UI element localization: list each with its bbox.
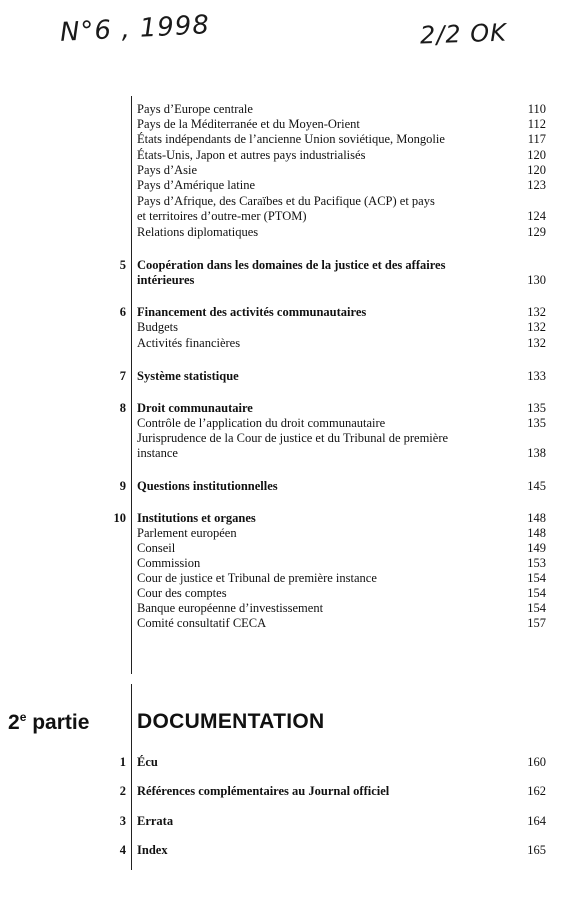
section-page: 130 [527,273,546,287]
section-number: 5 [119,258,126,272]
section-title: Coopération dans les domaines de la justice et des affaires [137,258,446,272]
section-title: Système statistique [137,369,239,383]
part-label: 2e partie [8,710,90,734]
section-title: Institutions et organes [137,511,256,525]
vertical-rule-top [131,96,132,674]
section-title: Questions institutionnelles [137,479,278,493]
section-title: Droit communautaire [137,401,253,415]
section-title-cont: intérieures [137,273,195,287]
part-title: DOCUMENTATION [137,710,325,733]
handwritten-note-right: 2/2 OK [419,18,508,50]
handwritten-note-left: N°6 , 1998 [59,10,211,48]
vertical-rule-bottom [131,684,132,870]
section-title: Financement des activités communautaires [137,305,367,319]
